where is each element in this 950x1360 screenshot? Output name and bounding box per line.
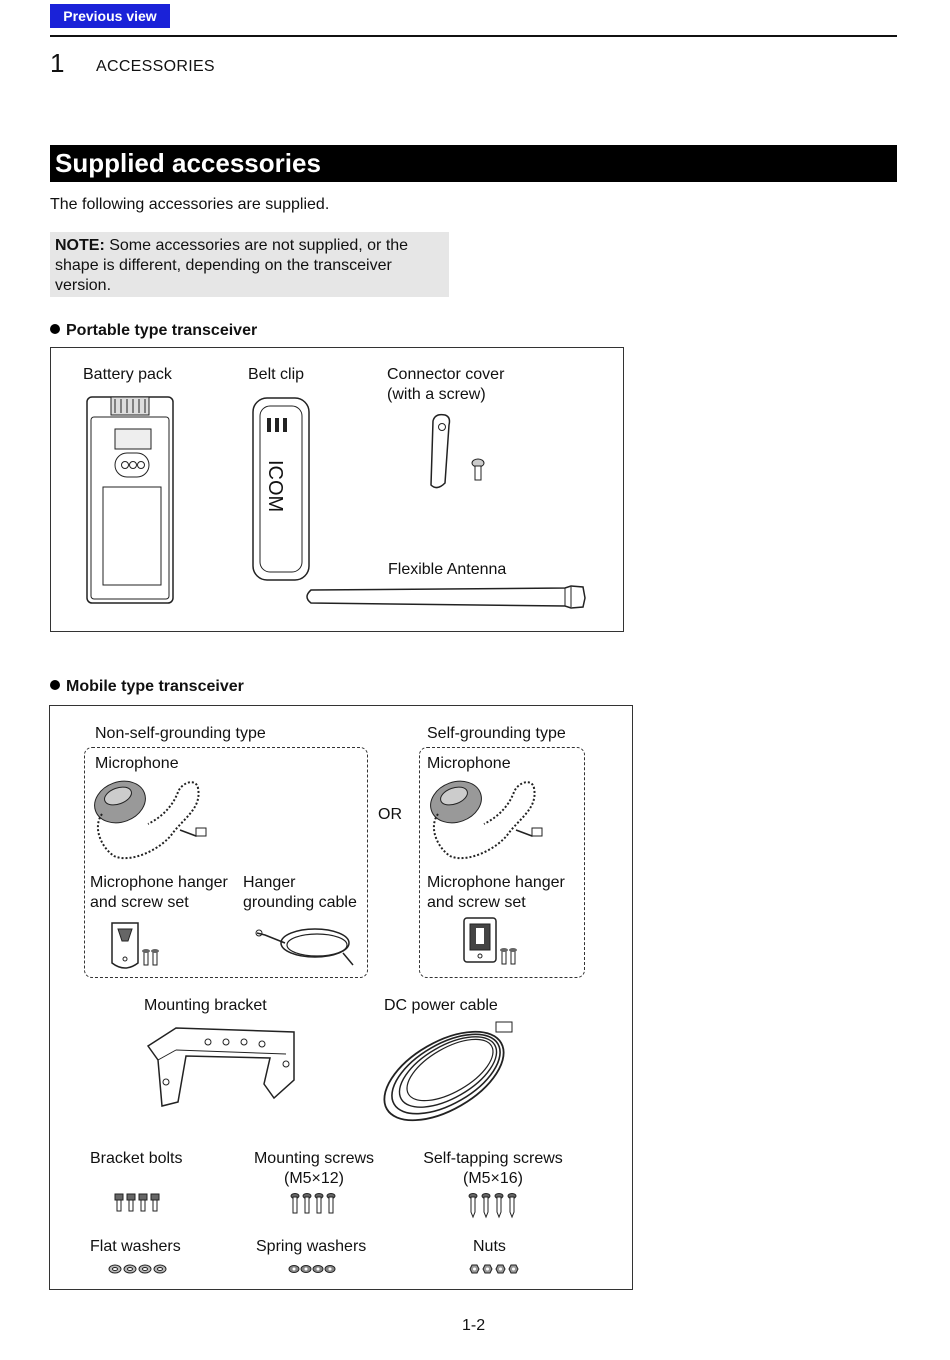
hanger-right-label-1: Microphone hanger (427, 874, 565, 891)
mobile-heading: Mobile type transceiver (50, 678, 244, 696)
bracket-bolts-icon (114, 1193, 164, 1213)
grounding-cable-icon (255, 919, 355, 971)
flexible-antenna-icon (303, 584, 585, 610)
microphone-right-label: Microphone (427, 755, 511, 772)
note-text: Some accessories are not supplied, or the shape is different, depending on the transceiver version. (55, 237, 409, 294)
connector-cover-icon (427, 413, 487, 493)
belt-clip-icon (251, 396, 311, 582)
bracket-bolts-label: Bracket bolts (90, 1150, 183, 1167)
or-label: OR (378, 806, 402, 823)
dc-power-cable-icon (372, 1016, 522, 1126)
nuts-label: Nuts (473, 1238, 506, 1255)
previous-view-button[interactable]: Previous view (50, 4, 170, 28)
mounting-screws-icon (290, 1193, 340, 1215)
note-label: NOTE: (55, 237, 105, 254)
section-title: Supplied accessories (50, 145, 897, 182)
belt-clip-label: Belt clip (248, 366, 305, 383)
microphone-icon (92, 778, 212, 864)
battery-pack-label: Battery pack (83, 366, 172, 383)
microphone-icon (428, 778, 548, 864)
microphone-hanger-icon (108, 919, 164, 971)
non-self-grounding-label: Non-self-grounding type (95, 725, 266, 742)
mounting-screws-label-2: (M5×12) (283, 1170, 345, 1187)
self-tapping-label-2: (M5×16) (462, 1170, 524, 1187)
battery-pack-icon (85, 395, 175, 605)
grounding-cable-label-1: Hanger (243, 874, 296, 891)
nuts-icon (468, 1263, 520, 1275)
hanger-left-label-2: and screw set (90, 894, 189, 911)
intro-text: The following accessories are supplied. (50, 196, 330, 213)
flat-washers-label: Flat washers (90, 1238, 181, 1255)
header-rule (50, 35, 897, 37)
self-grounding-label: Self-grounding type (427, 725, 566, 742)
grounding-cable-label-2: grounding cable (243, 894, 357, 911)
self-tapping-screws-icon (468, 1193, 520, 1219)
microphone-left-label: Microphone (95, 755, 179, 772)
mobile-accessories-box (49, 705, 633, 1290)
microphone-hanger-icon (462, 916, 522, 972)
chapter-title: ACCESSORIES (96, 58, 215, 75)
connector-cover-label-1: Connector cover (387, 366, 505, 383)
bullet-icon (50, 324, 60, 334)
page-number: 1-2 (462, 1317, 486, 1334)
spring-washers-label: Spring washers (256, 1238, 367, 1255)
hanger-left-label-1: Microphone hanger (90, 874, 228, 891)
mounting-bracket-label: Mounting bracket (144, 997, 267, 1014)
self-tapping-label-1: Self-tapping screws (423, 1150, 563, 1167)
spring-washers-icon (288, 1264, 340, 1274)
flat-washers-icon (108, 1263, 170, 1275)
bullet-icon (50, 680, 60, 690)
dc-power-cable-label: DC power cable (384, 997, 498, 1014)
chapter-number: 1 (50, 48, 65, 78)
hanger-right-label-2: and screw set (427, 894, 526, 911)
flexible-antenna-label: Flexible Antenna (388, 561, 507, 578)
mounting-bracket-icon (146, 1024, 296, 1114)
belt-clip-logo-text: ICOM (264, 460, 286, 513)
portable-heading: Portable type transceiver (50, 322, 257, 340)
connector-cover-label-2: (with a screw) (387, 386, 486, 403)
mounting-screws-label-1: Mounting screws (253, 1150, 375, 1167)
portable-accessories-box (50, 347, 624, 632)
note-box (50, 232, 449, 297)
